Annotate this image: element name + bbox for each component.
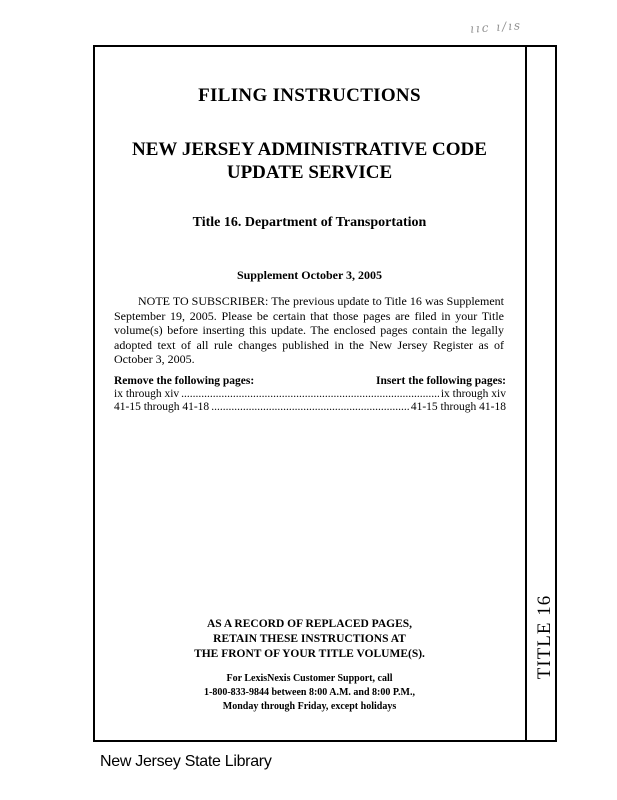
insert-pages: ix through xiv (440, 388, 506, 400)
title-department: Title 16. Department of Transportation (192, 215, 427, 230)
remove-pages-header: Remove the following pages: (114, 375, 255, 387)
subscriber-note: NOTE TO SUBSCRIBER: The previous update to Title 16 was Supplement September 19, 2005. Please be certain that those pages are filed in your Title volume(s) before inserting this update. The enclosed pages contain the legally adopted text of all rule changes published in the New Jersey Register as of October 3, 2005. (114, 294, 504, 366)
title-tab-label: TITLE 16 (534, 594, 555, 680)
handwritten-mark: ııc ı/ıs (469, 18, 523, 36)
dot-leader (181, 388, 439, 401)
insert-pages: 41-15 through 41-18 (410, 401, 506, 413)
page-row (114, 401, 506, 414)
page-list-header (114, 375, 506, 388)
filing-instructions-heading: FILING INSTRUCTIONS (198, 85, 421, 106)
record-line2: RETAIN THESE INSTRUCTIONS AT (213, 633, 406, 645)
insert-pages-header: Insert the following pages: (375, 375, 506, 387)
record-notice (112, 617, 507, 662)
support-line1: For LexisNexis Customer Support, call (226, 673, 393, 684)
customer-support (112, 672, 507, 714)
support-line2: 1-800-833-9844 between 8:00 A.M. and 8:00 P.M., (203, 687, 415, 698)
remove-pages: 41-15 through 41-18 (114, 401, 210, 413)
code-title (112, 138, 507, 184)
supplement-date: Supplement October 3, 2005 (236, 268, 383, 282)
support-line3: Monday through Friday, except holidays (222, 701, 397, 712)
tab-divider (525, 45, 527, 742)
dot-leader (211, 401, 409, 414)
remove-pages: ix through xiv (114, 388, 180, 400)
page-row (114, 388, 506, 401)
page-replacement-list (114, 375, 506, 414)
library-watermark: New Jersey State Library (100, 753, 272, 770)
code-title-line1: NEW JERSEY ADMINISTRATIVE CODE (132, 139, 487, 160)
record-line3: THE FRONT OF YOUR TITLE VOLUME(S). (194, 648, 425, 660)
code-title-line2: UPDATE SERVICE (226, 162, 393, 183)
record-line1: AS A RECORD OF REPLACED PAGES, (206, 618, 413, 630)
